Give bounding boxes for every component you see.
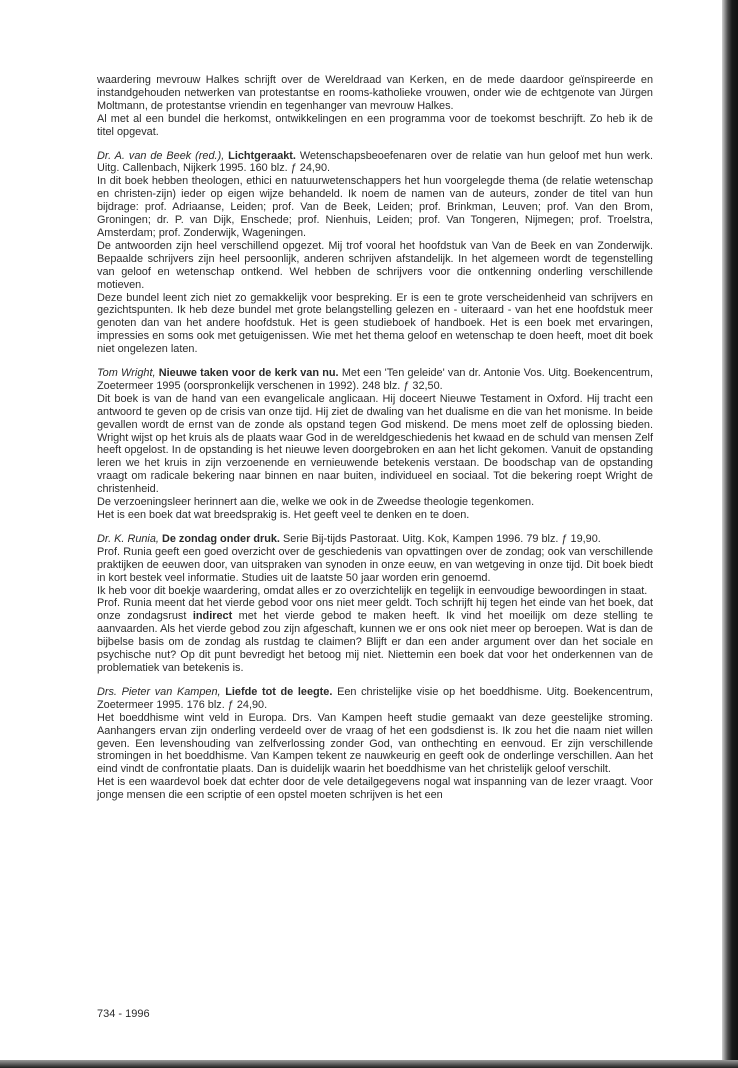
review-author: Dr. A. van de Beek (red.), [97,149,225,162]
review-wright [97,367,653,522]
scan-edge-bottom [0,1060,738,1068]
review-heading [97,533,653,546]
review-title: Lichtgeraakt. [228,149,296,162]
paragraph: In dit boek hebben theologen, ethici en natuurwetenschappers het hun voorgelegde thema (de relatie wetenschap en christen-zijn) ieder op eigen wijze behandeld. Ik noem de namen van de auteurs, zonder de titel van hun bijdrage: prof. Adriaanse, Leiden; prof. Van de Beek, Leiden; prof. Brinkman, Leuven; prof. Van den Brom, Groningen; dr. P. van Dijk, Enschede; prof. Nienhuis, Leiden; prof. Van Tongeren, Nijmegen; prof. Troelstra, Amsterdam; prof. Zonderwijk, Wageningen. [97,175,653,239]
review-van-kampen [97,686,653,802]
page-number: 734 - 1996 [97,1008,150,1020]
paragraph: Het boeddhisme wint veld in Europa. Drs. Van Kampen heeft studie gemaakt van deze geestelijke stroming. Aanhangers ervan zijn onderling verdeeld over de vraag of het een godsdienst is. Ik zou het die naam niet willen geven. Een levenshouding van zelfverlossing zonder God, van onthechting en eenvoud. Er zijn verschillende stromingen in het boeddhisme. Van Kampen tekent ze nauwkeurig en geeft ook de onderlinge verschillen. Aan het eind vindt de confrontatie plaats. Dan is duidelijk waarin het boeddhisme van het christelijk geloof verschilt. [97,711,653,776]
review-heading [97,367,653,393]
review-details: Met een 'Ten geleide' van dr. Antonie Vos. Uitg. Boekencentrum, Zoetermeer 1995 (oorspronkelijk verschenen in 1992). 248 blz. ƒ 32,50. [97,367,653,392]
review-runia [97,533,653,675]
review-heading [97,686,653,712]
emphasized-word: indirect [192,610,233,623]
paragraph-text: Prof. Runia meent dat het vierde gebod voor ons niet meer geldt. Toch schrijft hij tegen het einde van het boek, dat onze zondagsrust [97,597,653,623]
review-details: Een christelijke visie op het boeddhisme. Uitg. Boekencentrum, Zoetermeer 1995. 176 blz. ƒ 24,90. [97,685,654,711]
paragraph: Dit boek is van de hand van een evangelicale anglicaan. Hij doceert Nieuwe Testament in Oxford. Hij tracht een antwoord te geven op de crisis van onze tijd. Hij ziet de dwaling van het dualisme en die van het monisme. In beide gevallen wordt de ernst van de zonde als opstand tegen God miskend. De mens moet zelf de oplossing bieden. Wright wijst op het kruis als de plaats waar God in de wereldgeschiedenis het kwaad en de schuld van mensen Zelf heeft opgelost. In de opstanding is het nieuwe leven doorgebroken en aan het licht gekomen. Vanuit de opstanding leren we het kruis in zijn verzoenende en vernieuwende betekenis verstaan. De boodschap van de opstanding vraagt om radicale bekering naar binnen en naar buiten, individueel en sociaal. Tot die bekering roept Wright de christenheid. [97,392,653,496]
review-title: De zondag onder druk. [161,532,280,545]
review-title: Nieuwe taken voor de kerk van nu. [158,367,339,380]
paragraph: waardering mevrouw Halkes schrijft over de Wereldraad van Kerken, en de mede daardoor geïnspireerde en instandgehouden netwerken van protestantse en rooms-katholieke vrouwen, onder wie de echtgenote van Jürgen Moltmann, de protestantse vriendin en tegenhanger van mevrouw Halkes. [97,74,653,112]
review-heading [97,150,653,176]
review-author: Dr. K. Runia, [97,532,159,545]
paragraph: Deze bundel leent zich niet zo gemakkelijk voor bespreking. Er is een te grote verscheidenheid van schrijvers en gezichtspunten. Ik heb deze bundel met grote belangstelling gelezen en - uiteraard - van het ene hoofdstuk meer genoten dan van het andere hoofdstuk. Het is geen studieboek of handboek. Het is een boek met ervaringen, impressies en soms ook met getuigenissen. Wie met het thema geloof en wetenschap te doen heeft, moet dit boek niet ongelezen laten. [97,291,653,356]
page-body [97,74,653,802]
paragraph: Prof. Runia geeft een goed overzicht over de geschiedenis van opvattingen over de zondag; ook van verschillende praktijken de eeuwen door, van uitspraken van synoden in onze eeuw, en van wetgeving in onze tijd. Dit boek biedt in kort bestek veel informatie. Studies uit de laatste 50 jaar worden erin genoemd. [97,545,653,584]
review-details: Serie Bij-tijds Pastoraat. Uitg. Kok, Kampen 1996. 79 blz. ƒ 19,90. [283,532,601,545]
review-author: Tom Wright, [97,367,156,380]
paragraph: Het is een waardevol boek dat echter door de vele detailgegevens nogal wat inspanning van de lezer vraagt. Voor jonge mensen die een scriptie of een opstel moeten schrijven is het een [97,776,653,802]
paragraph: Het is een boek dat wat breedsprakig is. Het geeft veel te denken en te doen. [97,509,470,521]
paragraph [97,597,653,674]
scan-edge-right [722,0,738,1068]
intro-section [97,74,653,139]
review-author: Drs. Pieter van Kampen, [97,685,221,698]
paragraph: De verzoeningsleer herinnert aan die, welke we ook in de Zweedse theologie tegenkomen. [97,496,535,509]
review-title: Liefde tot de leegte. [225,685,333,698]
paragraph: De antwoorden zijn heel verschillend opgezet. Mij trof vooral het hoofdstuk van Van de Beek en van Zonderwijk. Bepaalde schrijvers zijn heel persoonlijk, anderen schrijven afstandelijk. In het algemeen wordt de tegenstelling van geloof en wetenschap ontkend. Wel hebben de schrijvers voor die ontkenning onderling verschillende motieven. [97,239,653,291]
review-details: Wetenschapsbeoefenaren over de relatie van hun geloof met hun werk. Uitg. Callenbach, Nijkerk 1995. 160 blz. ƒ 24,90. [97,149,653,175]
paragraph-text: met het vierde gebod te maken heeft. Ik vind het moeilijk om deze stelling te aanvaarden. Als het vierde gebod zou zijn afgeschaft, kunnen we er ons ook niet meer op beroepen. Wat is dan de bijbelse basis om de zondag als rustdag te claimen? Blijft er dan een ander argument over dan het sociale en psychische nut? Op dit punt bevredigt het betoog mij niet. Niettemin een boek dat voor het onderkennen van de problematiek van betekenis is. [97,610,653,674]
review-van-de-beek [97,150,653,357]
paragraph: Ik heb voor dit boekje waardering, omdat alles er zo overzichtelijk en tegelijk in eenvoudige bewoordingen in staat. [97,584,648,597]
paragraph: Al met al een bundel die herkomst, ontwikkelingen en een programma voor de toekomst beschrijft. Zo heb ik de titel opgevat. [97,112,653,138]
